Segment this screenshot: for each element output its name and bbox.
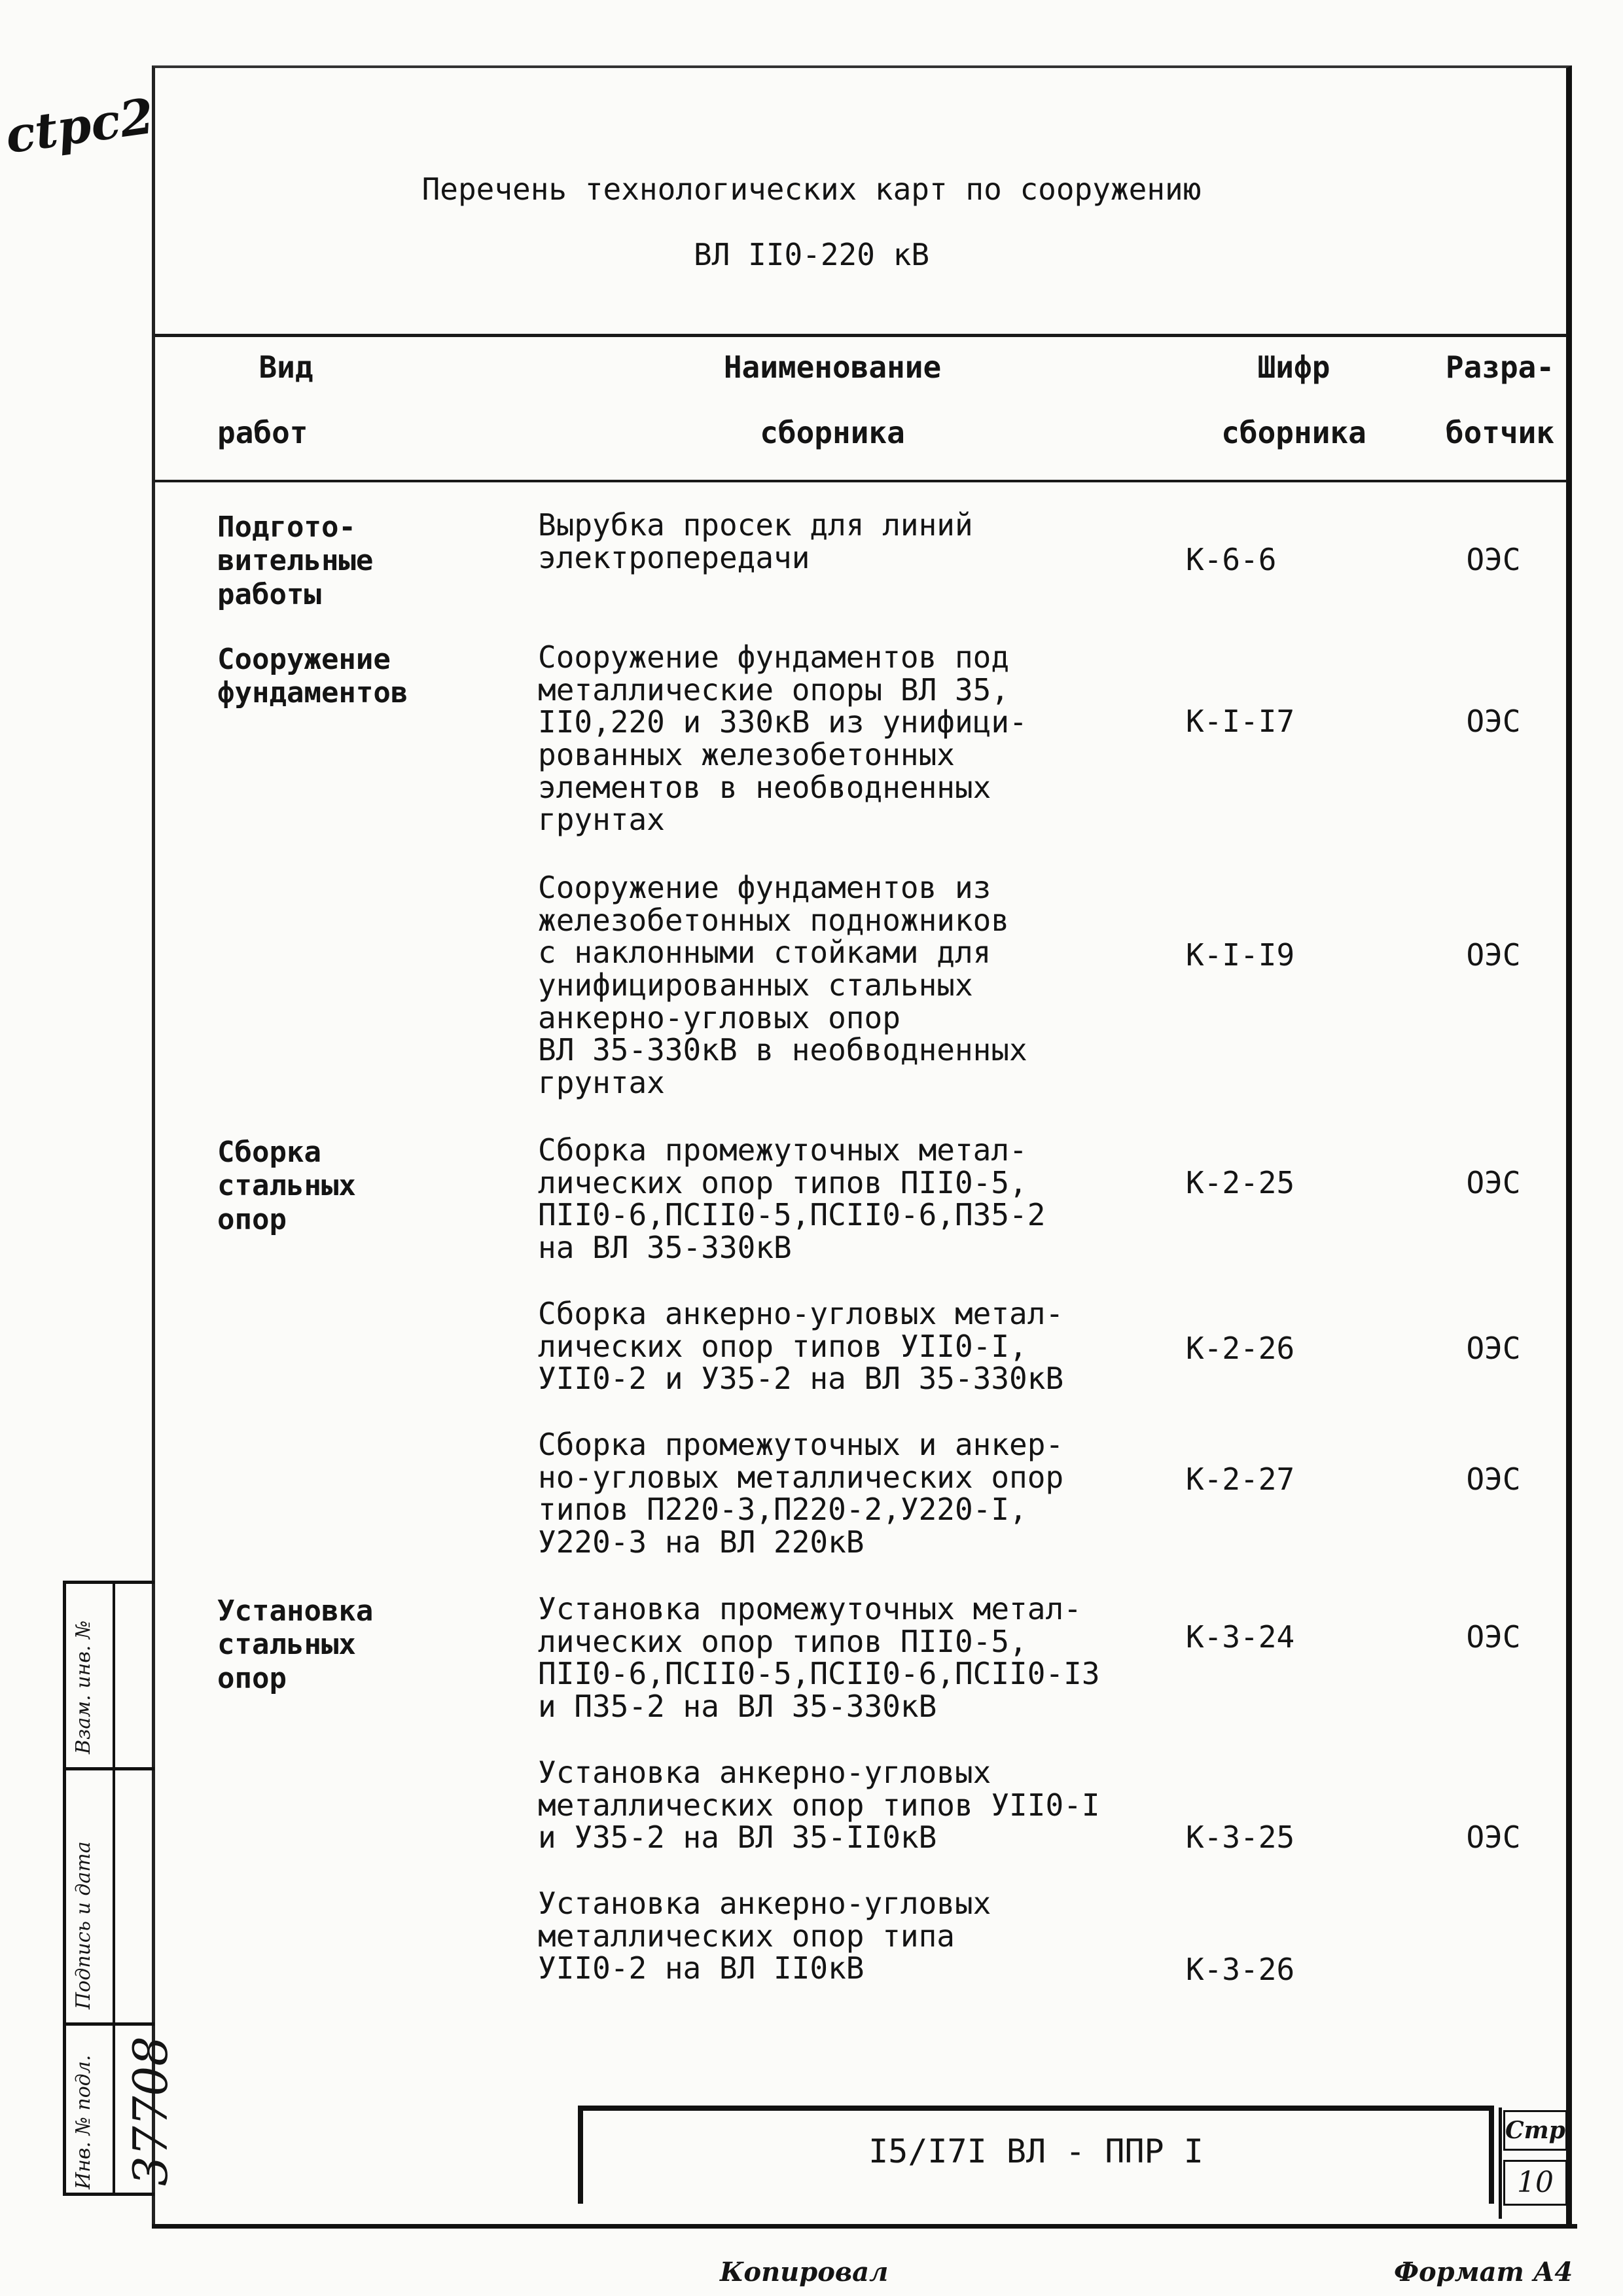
page-bottom-border	[152, 2224, 1577, 2229]
row-developer: ОЭС	[1466, 1462, 1521, 1497]
row-work-type: Сборка стальных опор	[217, 1136, 356, 1236]
row-code: К-I-I9	[1186, 937, 1295, 973]
row-code: К-6-6	[1186, 542, 1277, 577]
document-code: I5/I7I ВЛ - ППР I	[868, 2132, 1204, 2170]
row-collection-name: Сборка анкерно-угловых метал- лических опор типов УII0-I, УII0-2 и У35-2 на ВЛ 35-330кВ	[538, 1296, 1064, 1397]
row-collection-name: Установка анкерно-угловых металлических опор типа УII0-2 на ВЛ II0кВ	[538, 1886, 991, 1986]
header-code-1: Шифр	[1257, 350, 1330, 385]
side-strip-label-signature: Подпись и дата	[72, 1841, 95, 2009]
row-code: К-2-25	[1186, 1165, 1295, 1200]
page-number: 10	[1503, 2160, 1567, 2206]
document-title: Перечень технологических карт по сооружению	[421, 171, 1202, 207]
side-strip-cell-line	[63, 2022, 154, 2026]
row-developer: ОЭС	[1466, 1331, 1521, 1366]
row-collection-name: Установка анкерно-угловых металлических опор типов УII0-I и У35-2 на ВЛ 35-II0кВ	[538, 1755, 1100, 1856]
header-work-type-1: Вид	[259, 350, 313, 385]
row-code: К-2-26	[1186, 1331, 1295, 1366]
row-collection-name: Сборка промежуточных метал- лических опор типов ПII0-5, ПII0-6,ПСII0-5,ПСII0-6,П35-2 на ВЛ 35-330кВ	[538, 1132, 1046, 1266]
side-strip-label-replacement: Взам. инв. №	[72, 1620, 95, 1754]
header-collection-name-2: сборника	[760, 415, 905, 450]
header-developer-2: ботчик	[1445, 415, 1555, 450]
row-collection-name: Сооружение фундаментов под металлические опоры ВЛ 35, II0,220 и 330кВ из унифици- рованных железобетонных элементов в необводненных грунтах	[538, 639, 1027, 838]
row-collection-name: Сборка промежуточных и анкер- но-угловых металлических опор типов П220-3,П220-2,У220-I, У220-3 на ВЛ 220кВ	[538, 1427, 1064, 1560]
header-collection-name-1: Наименование	[723, 350, 942, 385]
row-work-type: Установка стальных опор	[217, 1594, 374, 1695]
document-subtitle: ВЛ II0-220 кВ	[693, 237, 930, 272]
page-label: Стр	[1503, 2110, 1567, 2151]
row-code: К-3-25	[1186, 1820, 1295, 1855]
header-bottom-rule	[154, 480, 1567, 482]
row-developer: ОЭС	[1466, 542, 1521, 577]
row-developer: ОЭС	[1466, 1820, 1521, 1855]
row-developer: ОЭС	[1466, 704, 1521, 739]
footer-format: Формат А4	[1394, 2257, 1573, 2287]
side-strip-divider	[113, 1581, 115, 2196]
header-developer-1: Разра-	[1445, 350, 1555, 385]
row-code: К-3-24	[1186, 1619, 1295, 1655]
row-code: К-3-26	[1186, 1952, 1295, 1987]
header-work-type-2: работ	[217, 415, 308, 450]
header-top-rule	[154, 334, 1567, 337]
row-work-type: Сооружение фундаментов	[217, 643, 408, 710]
row-developer: ОЭС	[1466, 1165, 1521, 1200]
footer-copied-by: Копировал	[720, 2257, 889, 2287]
row-collection-name: Установка промежуточных метал- лических опор типов ПII0-5, ПII0-6,ПСII0-5,ПСII0-6,ПСII0-I3 и П35-2 на ВЛ 35-330кВ	[538, 1591, 1100, 1725]
header-code-2: сборника	[1221, 415, 1366, 450]
row-code: К-I-I7	[1186, 704, 1295, 739]
row-code: К-2-27	[1186, 1462, 1295, 1497]
row-developer: ОЭС	[1466, 937, 1521, 973]
row-collection-name: Вырубка просек для линий электропередачи	[538, 507, 973, 575]
inventory-number: 37708	[123, 2036, 178, 2186]
row-developer: ОЭС	[1466, 1619, 1521, 1655]
side-strip-cell-line	[63, 1767, 154, 1770]
row-work-type: Подгото- вительные работы	[217, 511, 374, 611]
row-collection-name: Сооружение фундаментов из железобетонных подножников с наклонными стойками для унифицированных стальных анкерно-угловых опор ВЛ 35-330кВ в необводненных грунтах	[538, 870, 1027, 1101]
side-strip-label-inventory: Инв. № подл.	[72, 2054, 95, 2189]
corner-handwritten-mark: ctpc2	[2, 88, 158, 165]
